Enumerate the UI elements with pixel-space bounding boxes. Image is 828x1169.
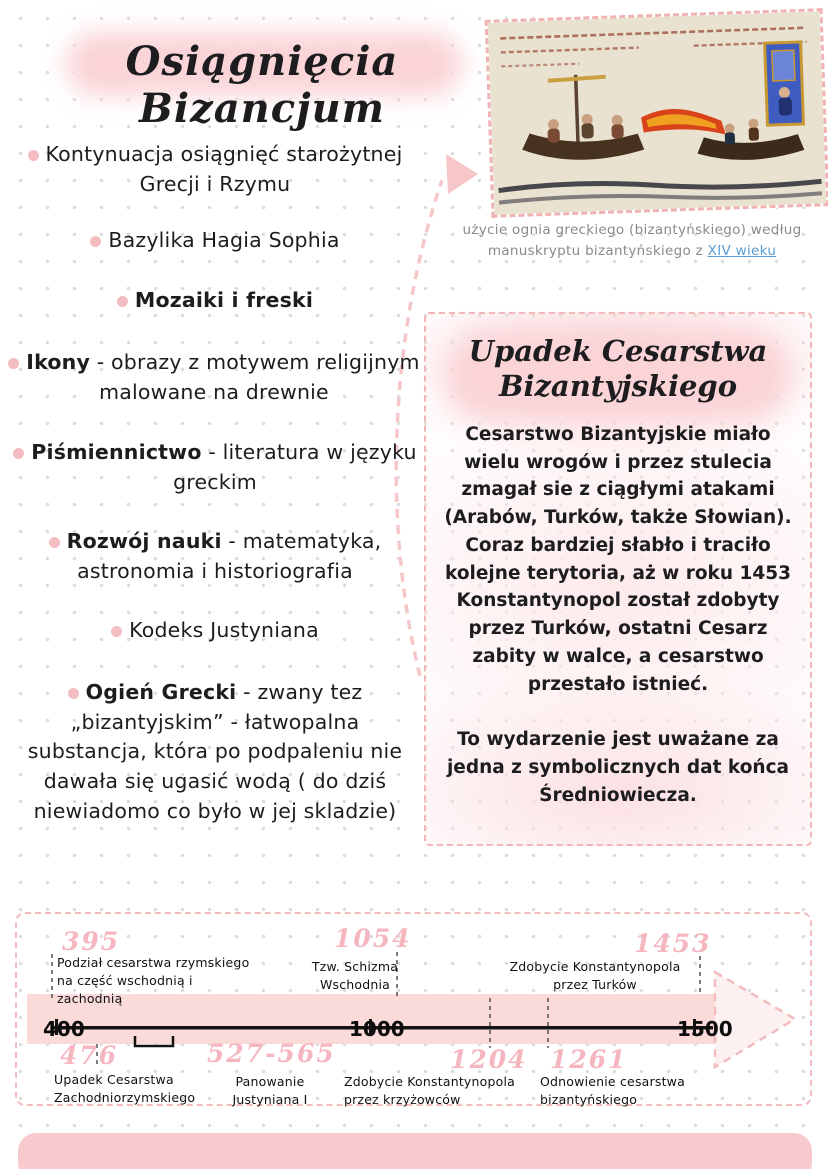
timeline-year-1261: 1261 [550, 1045, 628, 1074]
timeline-label-1261: Odnowienie cesarstwa bizantyńskiego [540, 1074, 685, 1107]
bullet-icon [13, 448, 24, 459]
fall-paragraph-2: To wydarzenie jest uważane za jedna z symbolicznych dat końca Średniowiecza. [446, 729, 790, 806]
greek-fire-illustration-icon [488, 11, 826, 214]
timeline-year-395: 395 [62, 927, 121, 956]
bullet-icon [68, 688, 79, 699]
list-item [8, 286, 422, 316]
timeline-label-1204: Zdobycie Konstantynopola przez krzyżowców [344, 1074, 516, 1107]
timeline-year-1204: 1204 [450, 1045, 528, 1074]
list-item [0, 348, 428, 407]
achievement-term: Rozwój nauki [66, 529, 222, 553]
achievement-text: - literatura w języku greckim [173, 440, 417, 494]
fall-panel [424, 312, 812, 846]
caption-text: użycie ognia greckiego (bizantyńskiego) według manuskryptu bizantyńskiego z [462, 222, 802, 259]
list-item [8, 140, 422, 199]
bullet-icon [8, 358, 19, 369]
page-title: Osiągnięcia Bizancjum [125, 38, 399, 132]
axis-label-400: 400 [43, 1017, 85, 1041]
achievement-text: Bazylika Hagia Sophia [108, 228, 340, 252]
fall-title-line2: Bizantyjskiego [498, 369, 738, 404]
achievement-term: Ikony [26, 350, 91, 374]
timeline-label-476: Upadek Cesarstwa Zachodniorzymskiego [54, 1072, 196, 1105]
timeline-label-527-565: Panowanie Justyniana I [232, 1074, 308, 1107]
list-item [8, 226, 422, 256]
fall-title-line1: Upadek Cesarstwa [468, 334, 768, 368]
achievement-term: Ogień Grecki [85, 680, 237, 704]
axis-label-1500: 1500 [677, 1017, 733, 1041]
achievement-text: - zwany tez „bizantyjskim” - łatwopalna substancja, która po podpaleniu nie dawała się ugasić wodą ( do dziś niewiadomo co było w jej skladzie) [27, 680, 403, 823]
fall-title [426, 334, 810, 405]
figure-caption [443, 220, 821, 262]
timeline-label-1453: Zdobycie Konstantynopola przez Turków [509, 959, 681, 992]
bullet-icon [111, 626, 122, 637]
timeline-year-1054: 1054 [334, 924, 412, 953]
timeline-year-1453: 1453 [634, 929, 712, 958]
achievement-text: Kontynuacja osiągnięć starożytnej Grecji i Rzymu [45, 142, 403, 196]
bullet-icon [117, 296, 128, 307]
axis-label-1000: 1000 [349, 1017, 405, 1041]
bullet-icon [90, 236, 101, 247]
achievement-term: Mozaiki i freski [134, 288, 314, 312]
list-item [8, 678, 422, 827]
list-item [8, 438, 422, 497]
caption-link[interactable]: XIV wieku [707, 242, 777, 259]
timeline-label-1054: Tzw. Schizma Wschodnia [311, 959, 399, 992]
achievement-term: Piśmiennictwo [31, 440, 202, 464]
timeline-year-476: 476 [60, 1041, 119, 1070]
list-item [8, 616, 422, 646]
bullet-icon [28, 150, 39, 161]
timeline-section [15, 912, 812, 1106]
fall-paragraph-1: Cesarstwo Bizantyjskie miało wielu wrogów i przez stulecia zmagał sie z ciągłymi atakami (Arabów, Turków, także Słowian). Coraz bardziej słabło i traciło kolejne terytoria, aż w roku 1453 Konstantynopol został zdobyty przez Turków, ostatni Cesarz zabity w walce, a cesarstwo przestało istnieć. [444, 423, 792, 695]
list-item [8, 527, 422, 586]
achievement-text: - obrazy z motywem religijnym malowane na drewnie [90, 350, 420, 404]
bottom-bar [18, 1133, 812, 1169]
achievement-text: - matematyka, astronomia i historiografia [77, 529, 382, 583]
achievement-text: Kodeks Justyniana [129, 618, 319, 642]
timeline-label-395: Podział cesarstwa rzymskiego na część wschodnią i zachodnią [57, 955, 250, 1006]
manuscript-figure [485, 8, 828, 218]
bullet-icon [49, 537, 60, 548]
timeline-year-527-565: 527-565 [207, 1039, 336, 1068]
